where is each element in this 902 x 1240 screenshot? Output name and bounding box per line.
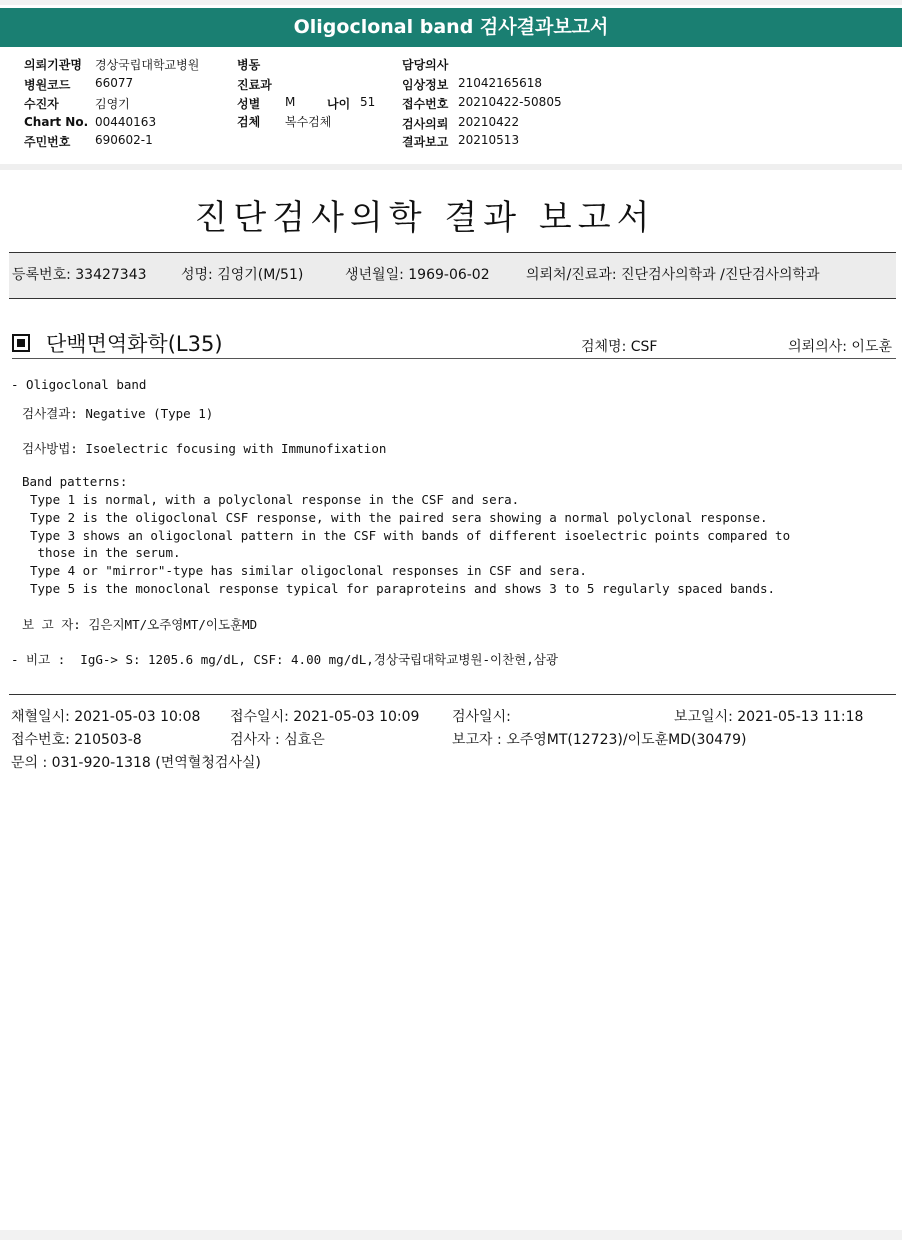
report-datetime: 보고일시: 2021-05-13 11:18 (674, 709, 864, 725)
test-datetime: 검사일시: (452, 709, 511, 725)
document-title: 진단검사의학 결과 보고서 (194, 198, 656, 238)
inquiry-contact: 문의 : 031-920-1318 (면역혈청검사실) (11, 755, 261, 771)
institution-label: 의뢰기관명 (24, 58, 82, 72)
examinee-value: 김영기 (95, 97, 130, 111)
reporter: 보고자 : 오주영MT(12723)/이도훈MD(30479) (452, 732, 747, 748)
institution-value: 경상국립대학교병원 (95, 58, 200, 72)
examinee-label: 수진자 (24, 97, 59, 111)
band-pattern-line: those in the serum. (30, 545, 181, 560)
clinical-info-label: 임상정보 (402, 78, 449, 92)
patient-info-bar (9, 252, 896, 299)
receipt-datetime: 접수일시: 2021-05-03 10:09 (230, 709, 420, 725)
patient-name: 성명: 김영기(M/51) (181, 267, 304, 283)
test-name: - Oligoclonal band (11, 377, 147, 392)
band-pattern-line: Type 2 is the oligoclonal CSF response, with the paired sera showing a normal polyclonal response. (30, 510, 768, 525)
resident-no-label: 주민번호 (24, 135, 71, 149)
chart-no-label: Chart No. (24, 115, 89, 129)
resident-no-value: 690602-1 (95, 133, 153, 147)
doctor-label: 담당의사 (402, 58, 449, 72)
separator-band (0, 164, 902, 170)
receipt-no-value: 20210422-50805 (458, 95, 562, 109)
band-patterns-title: Band patterns: (22, 474, 128, 489)
section-header (12, 328, 896, 359)
footer-divider (9, 694, 896, 695)
ward-label: 병동 (237, 58, 261, 72)
age-label: 나이 (327, 97, 351, 111)
collection-datetime: 채혈일시: 2021-05-03 10:08 (11, 709, 201, 725)
test-method: 검사방법: Isoelectric focusing with Immunofixation (22, 441, 387, 456)
band-pattern-line: Type 3 shows an oligoclonal pattern in the CSF with bands of different isoelectric points compared to (30, 528, 791, 543)
requesting-doctor: 의뢰의사: 이도훈 (788, 339, 892, 355)
section-square-icon (12, 334, 30, 352)
hospital-code-value: 66077 (95, 76, 134, 90)
tester: 검사자 : 심효은 (230, 732, 325, 748)
sex-value: M (285, 95, 296, 109)
specimen-label: 검체 (237, 115, 261, 129)
band-pattern-line: Type 4 or "mirror"-type has similar oligoclonal responses in CSF and sera. (30, 563, 587, 578)
registration-number: 등록번호: 33427343 (12, 267, 147, 283)
clinical-info-value: 21042165618 (458, 76, 542, 90)
referring-department: 의뢰처/진료과: 진단검사의학과 /진단검사의학과 (526, 267, 820, 283)
birth-date: 생년월일: 1969-06-02 (345, 267, 490, 283)
section-title: 단백면역화학(L35) (46, 332, 223, 356)
header-info (0, 49, 902, 164)
bottom-strip (0, 1230, 902, 1240)
receipt-number: 접수번호: 210503-8 (11, 732, 142, 748)
department-label: 진료과 (237, 78, 272, 92)
specimen-value: 복수검체 (285, 115, 332, 129)
receipt-no-label: 접수번호 (402, 97, 449, 111)
band-pattern-line: Type 1 is normal, with a polyclonal response in the CSF and sera. (30, 492, 520, 507)
result-report-value: 20210513 (458, 133, 520, 147)
specimen-name: 검체명: CSF (581, 339, 658, 355)
test-result: 검사결과: Negative (Type 1) (22, 406, 214, 421)
band-pattern-line: Type 5 is the monoclonal response typical for paraproteins and shows 3 to 5 regularly spaced bands. (30, 581, 776, 596)
age-value: 51 (360, 95, 376, 109)
sex-label: 성별 (237, 97, 261, 111)
test-request-label: 검사의뢰 (402, 117, 449, 131)
result-report-label: 결과보고 (402, 135, 449, 149)
reporters: 보 고 자: 김은지MT/오주영MT/이도훈MD (22, 617, 258, 632)
report-banner: Oligoclonal band 검사결과보고서 (0, 8, 902, 47)
top-strip (0, 0, 902, 5)
test-request-value: 20210422 (458, 115, 520, 129)
hospital-code-label: 병원코드 (24, 78, 71, 92)
chart-no-value: 00440163 (95, 115, 157, 129)
remark: - 비고 : IgG-> S: 1205.6 mg/dL, CSF: 4.00 mg/dL,경상국립대학교병원-이찬현,삼광 (11, 652, 558, 667)
